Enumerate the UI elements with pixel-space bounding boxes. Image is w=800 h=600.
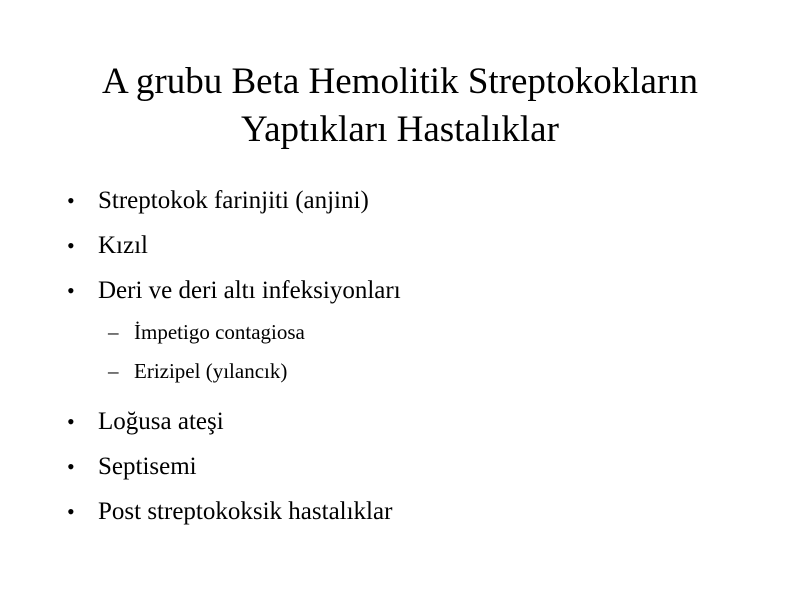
bullet-item-streptokok-farinjiti [0, 178, 800, 223]
bullet-item-septisemi [0, 444, 800, 489]
bullet-text: Streptokok farinjiti (anjini) [98, 187, 369, 214]
bullet-text: Deri ve deri altı infeksiyonları [98, 277, 401, 304]
bullet-text: Septisemi [98, 453, 197, 480]
bullet-list [0, 178, 800, 534]
bullet-item-deri-infeksiyonlari [0, 268, 800, 313]
dash-icon: – [108, 359, 119, 383]
sub-bullet-item-erizipel [0, 352, 800, 391]
list-spacer [0, 391, 800, 399]
dash-icon: – [108, 320, 119, 344]
bullet-text: Post streptokoksik hastalıklar [98, 498, 393, 525]
bullet-icon: • [67, 233, 75, 258]
slide-title-line-1: A grubu Beta Hemolitik Streptokokların [101, 61, 699, 102]
bullet-item-logusa-atesi [0, 399, 800, 444]
bullet-icon: • [67, 409, 75, 434]
sub-bullet-text: İmpetigo contagiosa [134, 320, 305, 344]
slide-title [40, 58, 760, 154]
sub-bullet-item-impetigo [0, 313, 800, 352]
bullet-text: Loğusa ateşi [98, 408, 224, 435]
bullet-icon: • [67, 188, 75, 213]
bullet-icon: • [67, 499, 75, 524]
bullet-text: Kızıl [98, 232, 148, 259]
bullet-item-post-streptokoksik [0, 489, 800, 534]
slide-title-line-2: Yaptıkları Hastalıklar [241, 109, 559, 150]
sub-bullet-text: Erizipel (yılancık) [134, 359, 288, 383]
bullet-item-kizil [0, 223, 800, 268]
bullet-icon: • [67, 454, 75, 479]
bullet-icon: • [67, 278, 75, 303]
